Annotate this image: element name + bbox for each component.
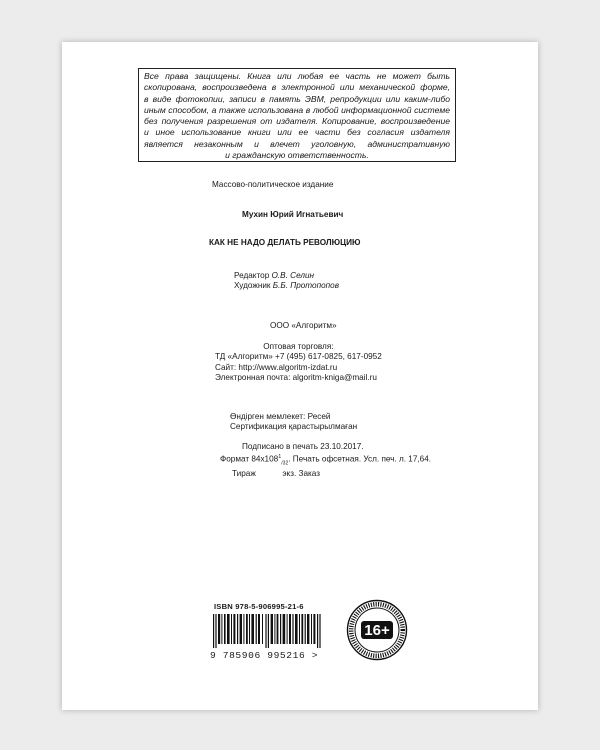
book-title: КАК НЕ НАДО ДЕЛАТЬ РЕВОЛЮЦИЮ (209, 238, 361, 247)
barcode-image (213, 614, 323, 648)
author-name: Мухин Юрий Игнатьевич (242, 210, 344, 219)
signed-to-print: Подписано в печать 23.10.2017. (242, 442, 364, 451)
artist-label: Художник (234, 281, 271, 291)
copyright-line: Все права защищены. Книга или любая ее часть не может быть (144, 71, 450, 81)
wholesale-phone: ТД «Алгоритм» +7 (495) 617-0825, 617-0952 (215, 352, 382, 362)
copyright-notice-box (138, 68, 456, 162)
copyright-line: в виде фотокопии, записи в память ЭВМ, репродукции или каким-либо (144, 93, 450, 104)
credits (234, 271, 339, 292)
format-suffix: . Печать офсетная. Усл. печ. л. 17,64. (288, 455, 432, 465)
print-info (220, 442, 431, 480)
copyright-line: и иное использование книги или ее части без согласия издателя (144, 127, 450, 138)
wholesale-site: Сайт: http://www.algoritm-izdat.ru (215, 362, 338, 372)
print-run-line (220, 469, 431, 479)
wholesale-heading: Оптовая торговля: (263, 342, 334, 351)
editor-line (234, 271, 339, 281)
format-sub: /32 (281, 460, 289, 467)
age-rating-text: 16+ (364, 622, 390, 639)
editor-name: О.В. Селин (271, 271, 315, 280)
wholesale-email: Электронная почта: algoritm-kniga@mail.ru (215, 373, 377, 383)
edition-type: Массово-политическое издание (212, 180, 334, 189)
artist-name: Б.Б. Протопопов (272, 281, 339, 291)
copyright-notice-text (144, 71, 450, 161)
barcode-number: 9 785906 995216 (210, 650, 306, 661)
copyright-line: иным способом, а также использована в любой информационной системе (144, 104, 450, 115)
format-line (220, 452, 431, 469)
barcode-digits (210, 650, 318, 661)
book-page (62, 42, 538, 710)
isbn-number: ISBN 978-5-906995-21-6 (214, 602, 304, 611)
age-rating-badge (346, 599, 408, 661)
copyright-line: и гражданскую ответственность. (225, 150, 369, 161)
copies-order-label: экз. Заказ (282, 469, 321, 479)
barcode-arrow: > (311, 650, 319, 661)
wholesale-info (215, 342, 382, 384)
country-of-manufacture: Өндірген мемлекет: Ресей (230, 412, 331, 421)
copyright-line: без получения разрешения от издателя. Копирование, воспроизведение (144, 116, 450, 127)
artist-line (234, 281, 339, 291)
copyright-line: является незаконным и влечет уголовную, административную (144, 138, 450, 149)
format-sup: 1 (278, 454, 282, 461)
publisher-name: ООО «Алгоритм» (270, 321, 337, 330)
print-run-label: Тираж (232, 469, 256, 479)
format-prefix: Формат 84х108 (220, 455, 279, 465)
certification-note: Сертификация қарастырылмаған (230, 422, 358, 432)
editor-label: Редактор (234, 271, 270, 280)
kazakh-info (230, 412, 357, 433)
copyright-line: скопирована, воспроизведена в электронной или механической форме, (144, 82, 450, 93)
